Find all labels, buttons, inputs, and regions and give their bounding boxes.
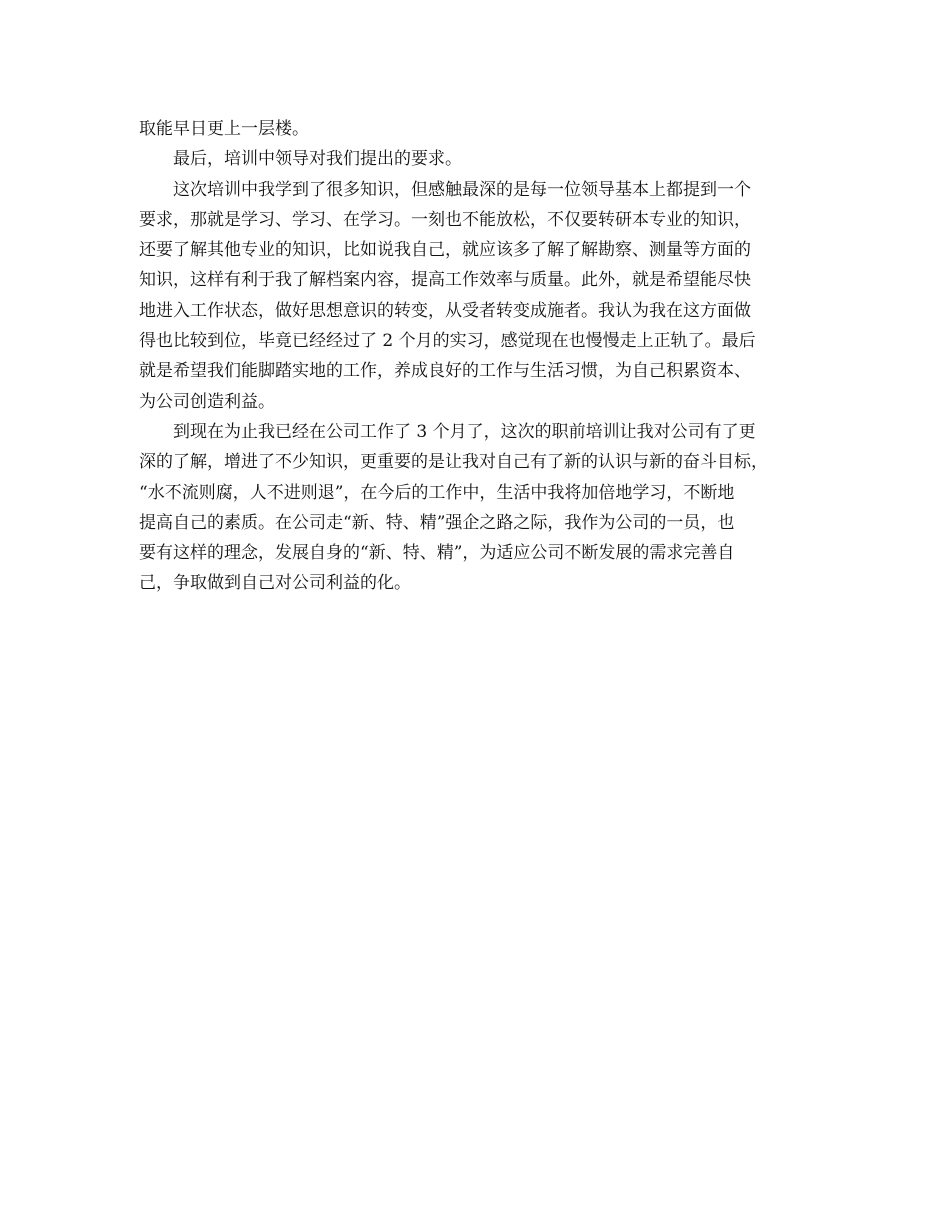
- text-line: 就是希望我们能脚踏实地的工作，养成良好的工作与生活习惯，为自己积累资本、: [139, 361, 751, 382]
- text-line: 知识，这样有利于我了解档案内容，提高工作效率与质量。此外，就是希望能尽快: [139, 270, 751, 291]
- document-body: [139, 114, 839, 599]
- text-line: 己，争取做到自己对公司利益的化。: [139, 573, 411, 594]
- text-line: 地进入工作状态，做好思想意识的转变，从受者转变成施者。我认为我在这方面做: [139, 300, 751, 321]
- text-line: 提高自己的素质。在公司走“新、特、精”强企之路之际，我作为公司的一员，也: [139, 512, 735, 533]
- text-line: 这次培训中我学到了很多知识，但感触最深的是每一位领导基本上都提到一个: [173, 179, 751, 200]
- text-line: 得也比较到位，毕竟已经经过了 2 个月的实习，感觉现在也慢慢走上正轨了。最后: [139, 331, 756, 352]
- text-line: 到现在为止我已经在公司工作了 3 个月了，这次的职前培训让我对公司有了更: [173, 421, 756, 442]
- text-line: 深的了解，增进了不少知识，更重要的是让我对自己有了新的认识与新的奋斗目标，: [139, 452, 768, 473]
- text-line: 为公司创造利益。: [139, 391, 275, 412]
- text-line: 最后，培训中领导对我们提出的要求。: [173, 149, 462, 170]
- text-line: 要求，那就是学习、学习、在学习。一刻也不能放松，不仅要转研本专业的知识，: [139, 209, 751, 230]
- text-line: “水不流则腐，人不进则退”，在今后的工作中，生活中我将加倍地学习，不断地: [139, 482, 735, 503]
- text-line: 还要了解其他专业的知识，比如说我自己，就应该多了解了解勘察、测量等方面的: [139, 240, 751, 261]
- text-line: 取能早日更上一层楼。: [139, 119, 309, 139]
- text-line: 要有这样的理念，发展自身的“新、特、精”，为适应公司不断发展的需求完善自: [139, 543, 735, 564]
